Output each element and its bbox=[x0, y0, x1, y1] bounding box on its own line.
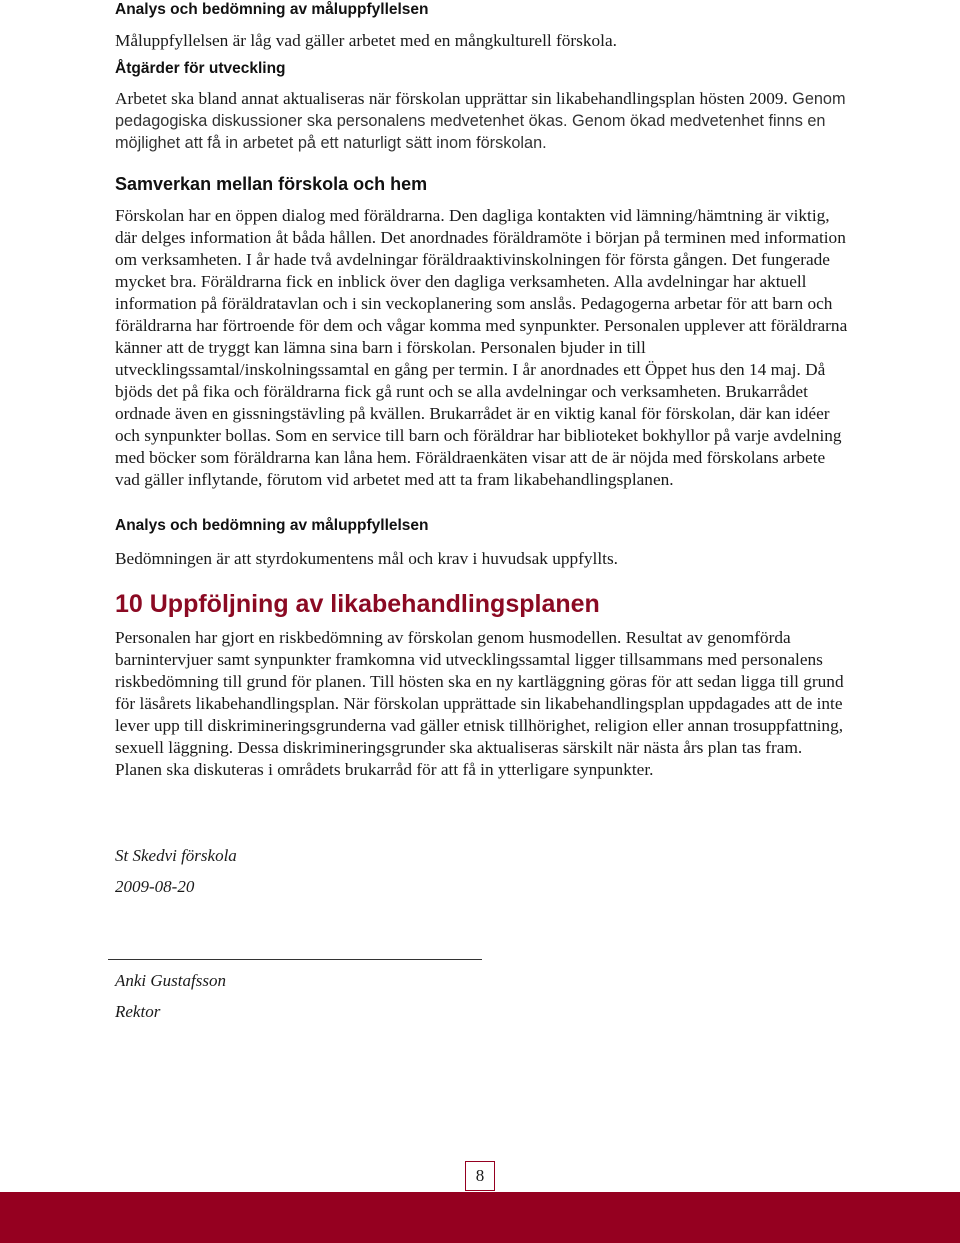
signature-line bbox=[108, 959, 482, 960]
paragraph-analys-2: Bedömningen är att styrdokumentens mål och krav i huvudsak uppfyllts. bbox=[115, 549, 618, 568]
section-heading-analys-1: Analys och bedömning av måluppfyllelsen bbox=[115, 1, 429, 18]
paragraph-atgarder-sans: Genom pedagogiska diskussioner ska personalens medvetenhet ökas. Genom ökad medvetenhet finns en möjlighet att få in arbetet på ett naturligt sätt inom förskolan. bbox=[115, 90, 846, 152]
footer-bar bbox=[0, 1192, 960, 1243]
section-heading-atgarder: Åtgärder för utveckling bbox=[115, 60, 286, 77]
section-heading-samverkan: Samverkan mellan förskola och hem bbox=[115, 174, 428, 194]
paragraph-atgarder bbox=[115, 88, 850, 154]
signature-date: 2009-08-20 bbox=[115, 877, 195, 896]
paragraph-chapter: Personalen har gjort en riskbedömning av förskolan genom husmodellen. Resultat av genomförda barnintervjuer samt synpunkter framkomna vid utvecklingssamtal ligger tillsammans med personalens riskbedömning till grund för planen. Till hösten ska en ny kartläggning göras för att sedan ligga till grund för läsårets likabehandlingsplan. När förskolan upprättade sin likabehandlingsplan uppdagades att de inte lever upp till diskrimineringsgrunderna vad gäller etnisk tillhörighet, religion eller annan trosuppfattning, sexuell läggning. Dessa diskrimineringsgrunder ska aktualiseras särskilt när nästa års plan tas fram. Planen ska diskuteras i områdets brukarråd för att få in ytterligare synpunkter. bbox=[115, 628, 844, 779]
paragraph-atgarder-serif: Arbetet ska bland annat aktualiseras när förskolan upprättar sin likabehandlingsplan hösten 2009. bbox=[115, 89, 788, 108]
paragraph-analys-1: Måluppfyllelsen är låg vad gäller arbetet med en mångkulturell förskola. bbox=[115, 31, 617, 50]
signature-role: Rektor bbox=[115, 1002, 161, 1021]
signature-name: Anki Gustafsson bbox=[115, 971, 226, 990]
paragraph-samverkan: Förskolan har en öppen dialog med föräldrarna. Den dagliga kontakten vid lämning/hämtning är viktig, där delges information åt båda hållen. Det anordnades föräldramöte i början på terminen med information om verksamheten. I år hade två avdelningar föräldraaktivinskolningen för första gången. Det fungerade mycket bra. Föräldrarna fick en inblick över den dagliga verksamheten. Alla avdelningar har aktuell information på föräldratavlan och i sin veckoplanering som anslås. Pedagogerna arbetar för att barn och föräldrarna har förtroende för dem och vågar komma med synpunkter. Personalen upplever att föräldrarna känner att de tryggt kan lämna sina barn i förskolan. Personalen bjuder in till utvecklingssamtal/inskolningssamtal en gång per termin. I år anordnades ett Öppet hus den 14 maj. Då bjöds det på fika och föräldrarna fick gå runt och se alla avdelningar och verksamheten. Brukarrådet ordnade även en gissningstävling på kvällen. Brukarrådet är en viktig kanal för förskolan, där kan idéer och synpunkter bollas. Som en service till barn och föräldrar har biblioteket bokhyllor på varje avdelning med böcker som föräldrarna kan låna hem. Föräldraenkäten visar att de är nöjda med förskolans arbete vad gäller inflytande, förutom vid arbetet med att ta fram likabehandlingsplanen. bbox=[115, 206, 848, 489]
page-number: 8 bbox=[465, 1161, 495, 1191]
signature-place: St Skedvi förskola bbox=[115, 846, 237, 865]
section-heading-analys-2: Analys och bedömning av måluppfyllelsen bbox=[115, 517, 429, 534]
chapter-heading: 10 Uppföljning av likabehandlingsplanen bbox=[115, 590, 600, 618]
